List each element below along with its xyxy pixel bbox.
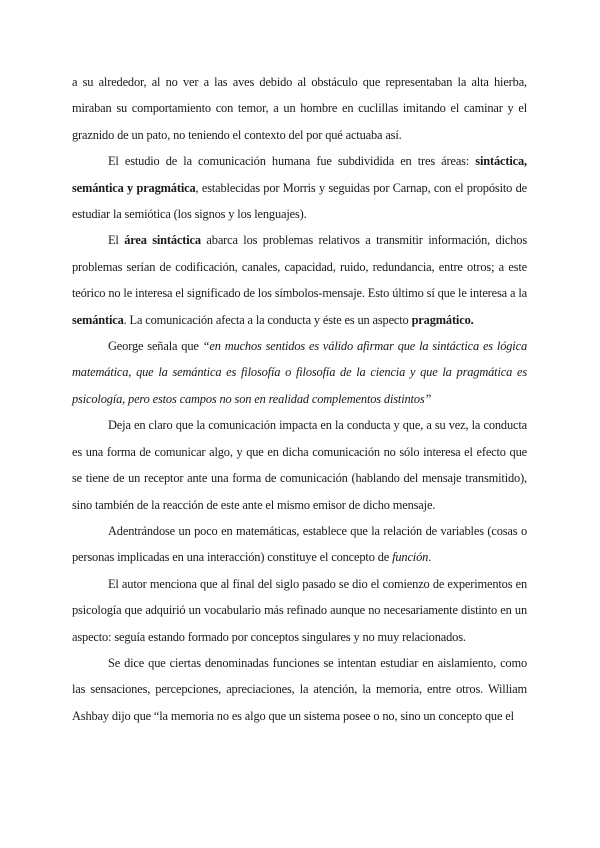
paragraph-5: Deja en claro que la comunicación impacta en la conducta y que, a su vez, la conducta es una forma de comunicar algo, y que en dicha comunicación no sólo interesa el efecto que se tiene de un receptor ante una forma de comunicación (hablando del mensaje transmitido), sino también de la reacción de este ante el mismo emisor de dicho mensaje. [72, 418, 527, 512]
body-text [72, 69, 527, 729]
paragraph-8: Se dice que ciertas denominadas funciones se intentan estudiar en aislamiento, como las sensaciones, percepciones, apreciaciones, la atención, la memoria, entre otros. William Ashbay dijo que “la memoria no es algo que un sistema posee o no, sino un concepto que el [72, 655, 527, 723]
paragraph-4-text-a: George señala que [108, 339, 203, 354]
paragraph-3-text-e: . La comunicación afecta a la conducta y éste es un aspecto [123, 312, 412, 327]
paragraph-4-italic-quote: “en muchos sentidos es válido afirmar que la sintáctica es lógica matemática, que la semántica es filosofía o filosofía de la ciencia y que la pragmática es psicología, pero estos campos no son en realidad complementos distintos” [72, 339, 527, 406]
paragraph-4 [72, 333, 527, 412]
paragraph-3-bold-semantica: semántica [72, 312, 124, 327]
paragraph-2-text-a: El estudio de la comunicación humana fue subdividida en tres áreas: [108, 154, 476, 169]
paragraph-3-bold-area-sintactica: área sintáctica [124, 233, 201, 248]
paragraph-1: a su alrededor, al no ver a las aves debido al obstáculo que representaban la alta hierba, miraban su comportamiento con temor, a un hombre en cuclillas imitando el caminar y el graznido de un pato, no teniendo el contexto del por qué actuaba así. [72, 75, 527, 142]
paragraph-2-bold-areas: sintáctica, semántica y pragmática [72, 154, 527, 195]
paragraph-7: El autor menciona que al final del siglo pasado se dio el comienzo de experimentos en psicología que adquirió un vocabulario más refinado aunque no necesariamente distinto en un aspecto: seguía estando formado por conceptos singulares y no muy relacionados. [72, 576, 527, 644]
paragraph-6-text-c: . [428, 550, 432, 565]
paragraph-3-text-c: abarca los problemas relativos a transmitir información, dichos problemas serían de codificación, canales, capacidad, ruido, redundancia, entre otros; a este teórico no le interesa el significado de los símbolos-mensaje. Esto último sí que le interesa a la [72, 233, 528, 301]
paragraph-3 [72, 227, 527, 333]
paragraph-6-text-a: Adentrándose un poco en matemáticas, establece que la relación de variables (cosas o personas implicadas en una interacción) constituye el concepto de [72, 523, 527, 565]
paragraph-3-bold-pragmatico: pragmático. [411, 312, 474, 327]
paragraph-2 [72, 148, 527, 227]
paragraph-6-italic-funcion: función [392, 550, 429, 565]
paragraph-6 [72, 518, 527, 571]
paragraph-3-text-a: El [108, 233, 125, 248]
paragraph-2-text-c: , establecidas por Morris y seguidas por Carnap, con el propósito de estudiar la semiótica (los signos y los lenguajes). [72, 180, 527, 222]
